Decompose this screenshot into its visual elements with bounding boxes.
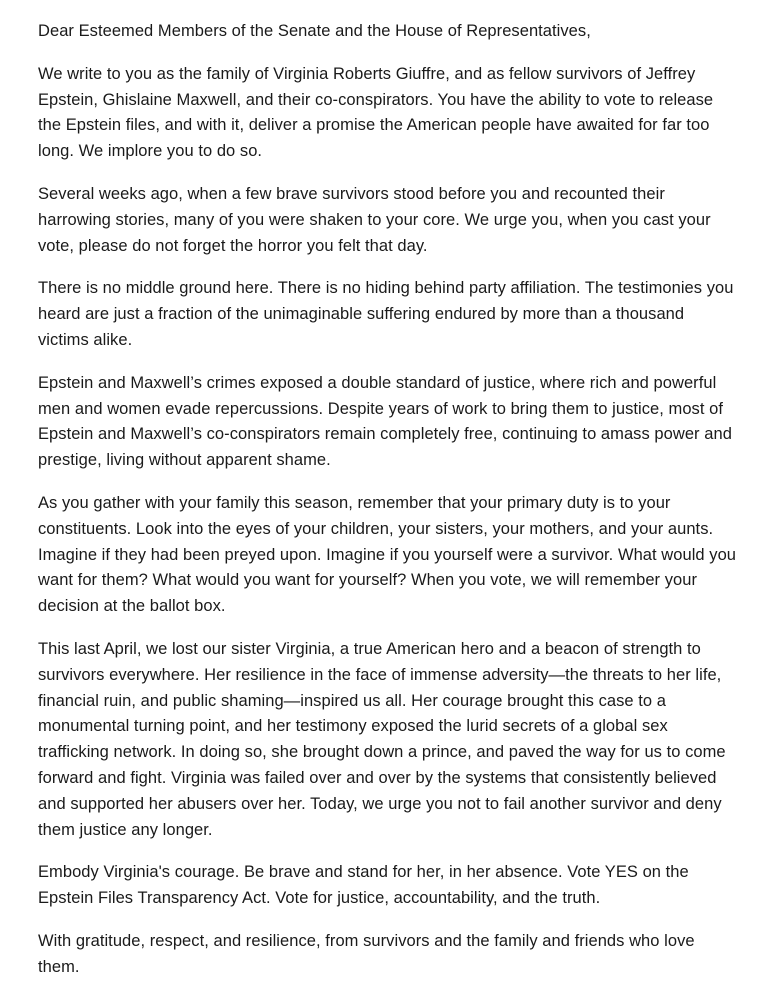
salutation: Dear Esteemed Members of the Senate and the House of Representatives, [38, 22, 591, 40]
closing-line: With gratitude, respect, and resilience, from survivors and the family and friends who love them. [38, 931, 695, 976]
paragraph-constituents: As you gather with your family this season, remember that your primary duty is to your constituents. Look into the eyes of your children, your sisters, your mothers, and your aunts. Imagine if they had been preyed upon. Imagine if you yourself were a survivor. What would you want for them? What would you want for yourself? When you vote, we will remember your decision at the ballot box. [38, 493, 737, 616]
paragraph-call-to-action: Embody Virginia's courage. Be brave and stand for her, in her absence. Vote YES on the Epstein Files Transparency Act. Vote for justice, accountability, and the truth. [38, 863, 689, 908]
paragraph-intro: We write to you as the family of Virginia Roberts Giuffre, and as fellow survivors of Jeffrey Epstein, Ghislaine Maxwell, and their co-conspirators. You have the ability to vote to release the Epstein files, and with it, deliver a promise the American people have awaited for far too long. We implore you to do so. [38, 64, 714, 161]
paragraph-virginia: This last April, we lost our sister Virginia, a true American hero and a beacon of strength to survivors everywhere. Her resilience in the face of immense adversity—the threats to her life, financial ruin, and public shaming—inspired us all. Her courage brought this case to a monumental turning point, and her testimony exposed the lurid secrets of a global sex trafficking network. In doing so, she brought down a prince, and paved the way for us to come forward and fight. Virginia was failed over and over by the systems that consistently believed and supported her abusers over her. Today, we urge you not to fail another survivor and deny them justice any longer. [38, 639, 726, 839]
paragraph-double-standard: Epstein and Maxwell’s crimes exposed a double standard of justice, where rich and powerful men and women evade repercussions. Despite years of work to bring them to justice, most of Epstein and Maxwell’s co-conspirators remain completely free, continuing to amass power and prestige, living without apparent shame. [38, 373, 732, 470]
paragraph-testimony: Several weeks ago, when a few brave survivors stood before you and recounted their harrowing stories, many of you were shaken to your core. We urge you, when you cast your vote, please do not forget the horror you felt that day. [38, 184, 711, 255]
paragraph-no-middle-ground: There is no middle ground here. There is no hiding behind party affiliation. The testimonies you heard are just a fraction of the unimaginable suffering endured by more than a thousand victims alike. [38, 279, 734, 349]
